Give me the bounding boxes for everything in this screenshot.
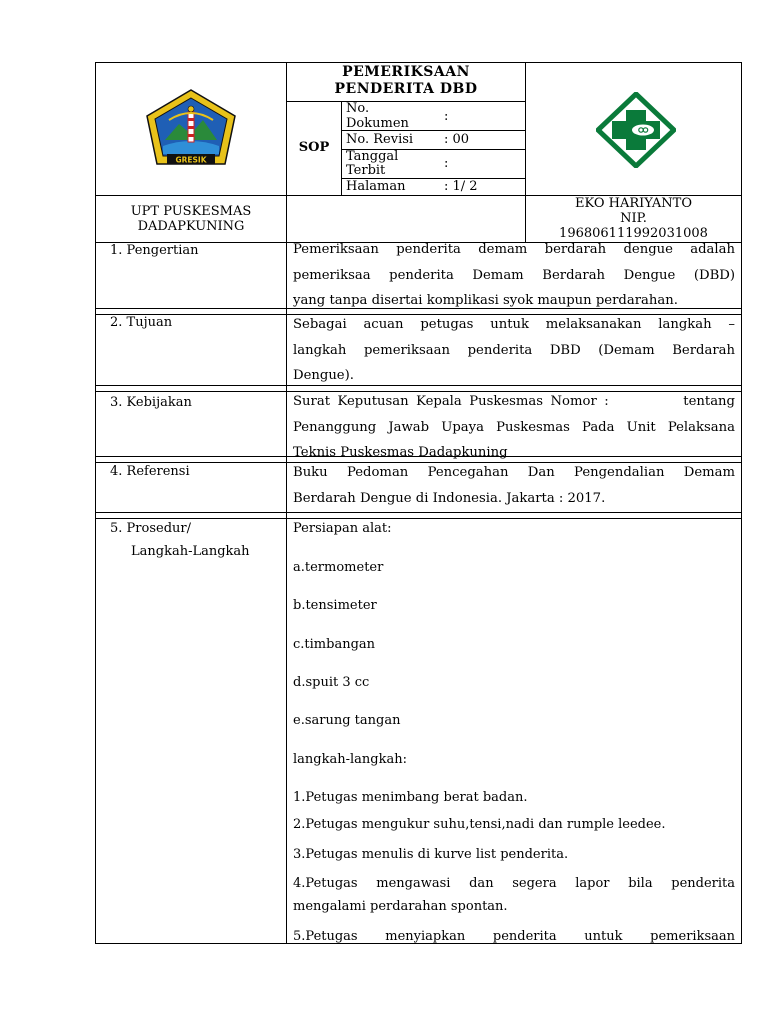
meta-value: : 1/ 2 (444, 179, 478, 194)
sop-label: SOP (298, 140, 330, 155)
tool-item: e.sarung tangan (293, 713, 401, 728)
step-item: 1.Petugas menimbang berat badan. (293, 790, 528, 805)
org-name-line1: UPT PUSKESMAS (130, 204, 252, 219)
tool-item: c.timbangan (293, 637, 376, 652)
step-item: 5.Petugas menyiapkan penderita untuk pemeriksaan (293, 929, 735, 944)
step-item: 4.Petugas mengawasi dan segera lapor bila penderita (293, 876, 735, 891)
section-label-prosedur: 5. Prosedur/ (110, 521, 191, 536)
steps-title: langkah-langkah: (293, 752, 407, 767)
meta-label: Halaman (346, 179, 406, 194)
section-text-kebijakan: Surat Keputusan Kepala Puskesmas Nomor : tentang Penanggung Jawab Upaya Puskesmas Pada Unit Pelaksana Teknis Puskesmas Dadapkuning (293, 394, 735, 460)
section-text-pengertian: Pemeriksaan penderita demam berdarah dengue adalah pemeriksaa penderita Demam Berdarah Dengue (DBD) yang tanpa disertai komplikasi syok maupun perdarahan. (293, 242, 735, 308)
meta-value: : (444, 109, 449, 124)
section-label-referensi: 4. Referensi (110, 464, 190, 479)
org-name-line2: DADAPKUNING (137, 219, 245, 234)
doc-title-line1: PEMERIKSAAN (342, 64, 470, 80)
tool-item: a.termometer (293, 560, 384, 575)
logo-left-text: GRESIK (175, 155, 207, 165)
meta-label: Terbit (346, 163, 386, 178)
section-label-langkah: Langkah-Langkah (131, 544, 250, 559)
signer-nip: 196806111992031008 (559, 226, 708, 241)
doc-title-line2: PENDERITA DBD (334, 81, 478, 97)
step-item: mengalami perdarahan spontan. (293, 899, 508, 914)
tool-item: b.tensimeter (293, 598, 377, 613)
meta-label: Dokumen (346, 116, 409, 131)
section-text-referensi: Buku Pedoman Pencegahan Dan Pengendalian Demam Berdarah Dengue di Indonesia. Jakarta : 2017. (293, 465, 735, 506)
signer-name: EKO HARIYANTO (575, 196, 692, 211)
puskesmas-logo (596, 92, 676, 168)
step-item: 2.Petugas mengukur suhu,tensi,nadi dan rumple leedee. (293, 817, 666, 832)
signer-nip-label: NIP. (620, 211, 647, 226)
section-label-tujuan: 2. Tujuan (110, 315, 173, 330)
section-label-kebijakan: 3. Kebijakan (110, 395, 192, 410)
gresik-logo (145, 88, 237, 170)
meta-label: Tanggal (346, 149, 399, 164)
meta-value: : 00 (444, 132, 470, 147)
step-item: 3.Petugas menulis di kurve list penderita. (293, 847, 569, 862)
tool-item: d.spuit 3 cc (293, 675, 370, 690)
prep-title: Persiapan alat: (293, 521, 392, 536)
meta-label: No. (346, 101, 370, 116)
meta-label: No. Revisi (346, 132, 414, 147)
section-label-pengertian: 1. Pengertian (110, 243, 199, 258)
meta-value: : (444, 156, 449, 171)
section-text-tujuan: Sebagai acuan petugas untuk melaksanakan langkah – langkah pemeriksaan penderita DBD (Demam Berdarah Dengue). (293, 317, 735, 383)
